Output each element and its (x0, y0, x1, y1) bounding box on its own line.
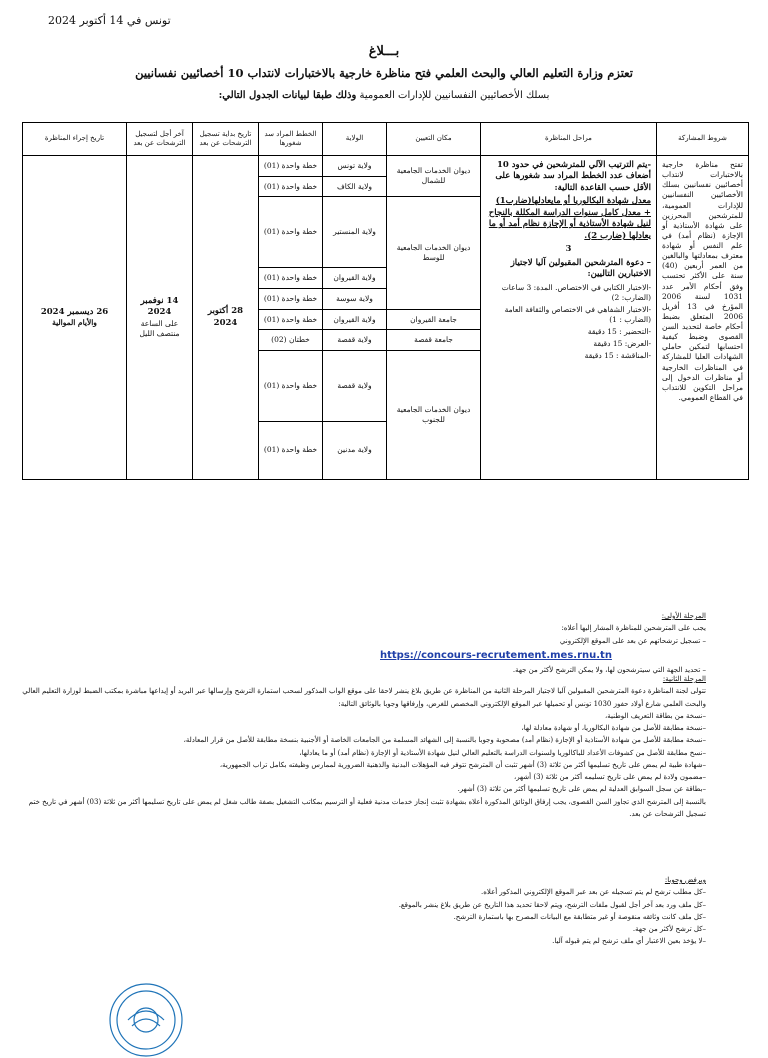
doc-item: –شهادة طبية لم يمض على تاريخ تسليمها أكثر من ثلاثة (3) أشهر تثبت أن المترشح تتوفر فيه المؤهلات البدنية والذهنية الضرورية لممارس وظيفته بكامل تراب الجمهورية، (219, 760, 706, 769)
header-reg-start: تاريخ بداية تسجيل الترشحات عن بعد (193, 123, 259, 156)
doc-item: –بطاقة عن سجل السوابق العدلية لم يمض على تاريخ تسليمها أكثر من ثلاثة (3) أشهر. (457, 785, 706, 794)
stages-oral-test: -الاختبار الشفاهي في الاختصاص والثقافة العامة (الضارب : 1) (504, 304, 651, 325)
state-cell: ولاية تونس (323, 156, 387, 177)
stage-one-title: المرحلة الأولى: (661, 612, 706, 620)
stages-number: 3 (565, 244, 572, 255)
registration-link[interactable]: https://concours-recrutement.mes.rnu.tn (380, 649, 612, 661)
doc-item: –نسخ مطابقة للأصل من كشوفات الأعداد للباكالوريا ولسنوات الدراسة بالتعليم العالي لنيل شهادة الأستاذية أو الإجازة (نظام أمد) أو ما يعادلها، (299, 748, 706, 757)
plan-cell: خطة واحدة (01) (259, 288, 323, 309)
announcement-subtitle: تعتزم وزارة التعليم العالي والبحث العلمي فتح مناظرة خارجية بالاختبارات لانتداب 10 أخصائيين نفسانيين (135, 66, 633, 80)
line3-bold: وذلك طبقا لبيانات الجدول التالي: (218, 90, 357, 101)
stage-two-intro: تتولى لجنة المناظرة دعوة المترشحين المقبولين آليا لاجتياز المرحلة الثانية من المناظرة عن طريق بلاغ ينشر لاحقا على موقع الواب المذكور لسحب استمارة الترشح وإرسالها عبر البريد أو إيداعها مباشرة بمكتب الضبط لوزارة التعليم العالي والبحث العلمي شارع أولاد حفوز 1030 تونس أو تحميلها عبر الموقع الإلكتروني المخصص للغرض، وإرفاقها وجوبا بالوثائق التالية: (22, 687, 706, 708)
announcement-line3 (0, 90, 768, 101)
doc-item: –مضمون ولادة لم يمض على تاريخ تسليمه أكثر من ثلاثة (3) أشهر، (513, 773, 706, 781)
place-north: ديوان الخدمات الجامعية للشمال (387, 156, 481, 197)
stages-formula: معدل شهادة البكالوريا أو مايعادلها(ضارب1) + معدل كامل سنوات الدراسة المكللة بالنجاح لنيل شهادة الأستاذية أو الإجازة نظام أمد أو ما يعادلها (ضارب 2). (488, 196, 651, 241)
state-cell: ولاية قفصة (323, 351, 387, 422)
state-cell: ولاية القيروان (323, 309, 387, 330)
stages-preparation: -التحضير : 15 دقيقة (587, 327, 651, 337)
header-conditions: شروط المشاركة (657, 123, 749, 156)
plan-cell: خطة واحدة (01) (259, 176, 323, 197)
plan-cell: خطة واحدة (01) (259, 422, 323, 480)
conditions-cell: تفتح مناظرة خارجية بالاختبارات لانتداب أخصائيين نفسانيين بسلك الأخصائيين النفسانيين للإدارات العمومية، للمترشحين المحرزين على شهادة الأستاذية أو الإجازة (نظام أمد) في علم النفس أو شهادة معترف بمعادلتها والبالغين من العمر أربعين (40) سنة على الأكثر تحتسب وفق أحكام الأمر عدد 1031 لسنة 2006 المؤرخ في 13 أفريل 2006 المتعلق بضبط أحكام خاصة لتحديد السن القصوى وضبط كيفية احتسابها لتمكين حاملي الشهادات العليا للمشاركة في المناظرات الخارجية أو مناظرات الدخول إلى مراحل التكوين للانتداب في القطاع العمومي. (657, 156, 749, 480)
plan-cell: خطة واحدة (01) (259, 268, 323, 289)
reg-end-cell (127, 156, 193, 480)
header-place: مكان التعيين (387, 123, 481, 156)
doc-item: –نسخة من بطاقة التعريف الوطنية، (605, 711, 706, 720)
plan-cell: خطة واحدة (01) (259, 309, 323, 330)
competition-table (22, 122, 749, 480)
rejection-title: ويرفض وجوبا: (664, 876, 706, 884)
stage-one-section (22, 610, 706, 677)
plan-cell: خطة واحدة (01) (259, 197, 323, 268)
stage-one-item-region: – تحديد الجهة التي سيترشحون لها، ولا يمكن الترشح لأكثر من جهة. (512, 666, 706, 675)
rejection-item: –كل ترشح لأكثر من جهة. (632, 925, 706, 933)
state-cell: ولاية المنستير (323, 197, 387, 268)
rejection-item: –لا يؤخذ بعين الاعتبار أي ملف ترشح لم يتم قبوله آليا. (552, 937, 706, 946)
state-cell: ولاية القيروان (323, 268, 387, 289)
rejection-item: –كل مطلب ترشح لم يتم تسجيله عن بعد عبر الموقع الإلكتروني المذكور أعلاه. (481, 888, 706, 897)
stage-one-item-register: – تسجيل ترشحاتهم عن بعد على الموقع الإلكتروني (559, 636, 706, 645)
header-plans: الخطط المراد سد شغورها (259, 123, 323, 156)
state-cell: ولاية مدنين (323, 422, 387, 480)
table-header-row (23, 123, 749, 156)
exam-date-note: والأيام الموالية (52, 318, 97, 328)
stages-discussion: -المناقشة : 15 دقيقة (584, 351, 651, 361)
stages-invitation: – دعوة المترشحين المقبولين آليا لاجتياز الاختبارين التاليين: (510, 257, 651, 280)
place-kairouan: جامعة القيروان (387, 309, 481, 330)
rejection-item: –كل ملف ورد بعد آخر أجل لقبول ملفات الترشح، ويتم لاحقا تحديد هذا التاريخ عن طريق بلاغ ينشر بالموقع. (398, 900, 706, 909)
rejection-section (22, 874, 706, 948)
reg-end-date: 14 نوفمبر 2024 (140, 295, 179, 318)
state-cell: ولاية سوسة (323, 288, 387, 309)
header-reg-end: آخر أجل لتسجيل الترشحات عن بعد (127, 123, 193, 156)
registration-link-line (22, 647, 706, 665)
reg-end-note: على الساعة منتصف الليل (139, 318, 180, 338)
reg-start-cell: 28 أكتوبر 2024 (193, 156, 259, 480)
doc-item: –نسخة مطابقة للأصل من شهادة الأستاذية أو الإجازة (نظام أمد) مصحوبة وجوبا بالنسبة إلى الشهائد المسلمة من الجامعات الخاصة أو الأجنبية بنسخة مطابقة للأصل من قرار المعادلة، (183, 736, 706, 745)
header-state: الولاية (323, 123, 387, 156)
header-stages: مراحل المناظرة (481, 123, 657, 156)
stage-one-intro: يجب على المترشحين للمناظرة المشار إليها أعلاه: (561, 624, 706, 633)
ministry-seal-stamp (108, 982, 184, 1058)
line3-regular: بسلك الأخصائيين النفسانيين للإدارات العمومية (359, 90, 550, 101)
stages-presentation: -العرض: 15 دقيقة (593, 339, 651, 349)
plan-cell: خطة واحدة (01) (259, 156, 323, 177)
age-exception-note: بالنسبة إلى المترشح الذي تجاوز السن القصوى، يجب إرفاق الوثائق المذكورة أعلاه بشهادة تثبت إنجاز خدمات مدنية فعلية أو الترسيم بمكاتب التشغيل بصفة طالب شغل لم يمض على تاريخ تسليمها أكثر من ثلاثة (03) أشهر في تاريخ ختم تسجيل الترشحات عن بعد. (28, 797, 706, 818)
rejection-item: –كل ملف كانت وثائقه منقوصة أو غير متطابقة مع البيانات المصرح بها باستمارة الترشح. (453, 912, 706, 921)
plan-cell: خطة واحدة (01) (259, 351, 323, 422)
stages-ranking-rule: -يتم الترتيب الآلي للمترشحين في حدود 10 أضعاف عدد الخطط المراد سد شغورها على الأقل حسب القاعدة التالية: (495, 160, 651, 193)
doc-item: –نسخة مطابقة للأصل من شهادة البكالوريا، أو شهادة معادلة لها، (521, 724, 706, 732)
state-cell: ولاية قفصة (323, 330, 387, 351)
table-row (23, 156, 749, 177)
stages-cell (481, 156, 657, 480)
place-center: ديوان الخدمات الجامعية للوسط (387, 197, 481, 309)
state-cell: ولاية الكاف (323, 176, 387, 197)
stages-written-test: -الاختبار الكتابي في الاختصاص. المدة: 3 ساعات (الضارب: 2) (501, 282, 651, 302)
exam-date-cell (23, 156, 127, 480)
plan-cell: خطتان (02) (259, 330, 323, 351)
exam-date: 26 ديسمبر 2024 (40, 306, 109, 317)
place-south: ديوان الخدمات الجامعية للجنوب (387, 351, 481, 480)
header-exam-date: تاريخ إجراء المناظرة (23, 123, 127, 156)
stage-two-title: المرحلة الثانية: (662, 675, 706, 683)
stage-two-section (22, 673, 706, 820)
place-gafsa: جامعة قفصة (387, 330, 481, 351)
document-title: بـــلاغ (368, 44, 400, 59)
document-date: تونس في 14 أكتوبر 2024 (48, 14, 171, 27)
